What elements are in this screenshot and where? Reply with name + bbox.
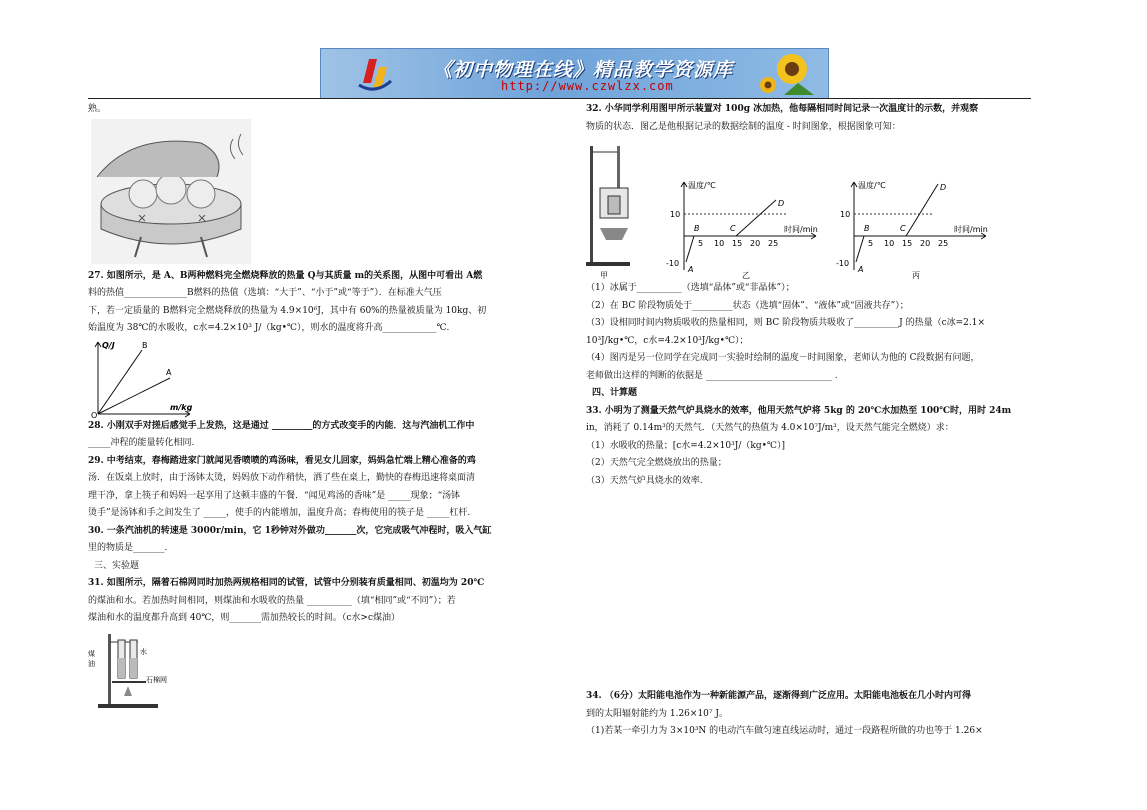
q28-line1: 28. 小刚双手对搓后感觉手上发热，这是通过 _________的方式改变手的内能．这与汽油机工作中 <box>88 420 475 431</box>
svg-text:丙: 丙 <box>912 271 920 280</box>
svg-text:-10: -10 <box>836 259 850 268</box>
graph-xlabel: m/kg <box>170 402 193 412</box>
q34-line2: 到的太阳辐射能约为 1.26×10⁷ J。 <box>586 708 728 719</box>
q31-line2: 的煤油和水。若加热时间相同，则煤油和水吸收的热量 __________（填“相同”或“不同”）；若 <box>88 595 456 606</box>
svg-text:20: 20 <box>750 239 761 248</box>
q27-line4: 始温度为 38℃的水吸收，c水=4.2×10³ J/（kg•℃），则水的温度将升高____________℃. <box>88 323 450 333</box>
q29-line1: 29. 中考结束，春梅踏进家门就闻见香喷喷的鸡汤味，看见女儿回家，妈妈急忙端上精心准备的鸡 <box>88 455 476 466</box>
svg-text:C: C <box>730 224 736 233</box>
q27-line1: 27. 如图所示，是 A、B两种燃料完全燃烧释放的热量 Q与其质量 m的关系图，从图中可看出 A燃 <box>88 270 483 281</box>
graph-origin: O <box>91 410 98 418</box>
logo-icon <box>355 55 395 93</box>
label-jia: 甲 <box>600 271 608 280</box>
q33-sub2: （2）天然气完全燃烧放出的热量； <box>586 458 727 468</box>
intro-text: 熟。 <box>88 104 107 114</box>
svg-text:15: 15 <box>902 239 913 248</box>
q32-sub4a: （4）图丙是另一位同学在完成同一实验时绘制的温度－时间图象，老师认为他的 C段数据有问题， <box>586 353 980 363</box>
q31-line1: 31. 如图所示，隔着石棉网同时加热两规格相同的试管，试管中分别装有质量相同、初温均为 20℃ <box>88 578 485 588</box>
q32-sub2: （2）在 BC 阶段物质处于_________状态（选填“固体”、“液体”或“固液共存”）； <box>586 300 909 311</box>
figure-bing <box>836 180 988 280</box>
header-banner <box>320 48 829 99</box>
svg-text:15: 15 <box>732 239 743 248</box>
label-b: B <box>142 340 148 350</box>
q34-block <box>586 688 1038 741</box>
svg-text:时间/min: 时间/min <box>954 225 988 234</box>
q32-figures <box>586 140 1006 280</box>
left-column <box>88 101 566 712</box>
banner-url: http://www.czwlzx.com <box>501 79 674 93</box>
q32-sub4b: 老师做出这样的判断的依据是 ____________________________ . <box>586 370 838 381</box>
q33-line1: 33. 小明为了测量天然气炉具烧水的效率，他用天然气炉将 5kg 的 20℃水加热至 100℃时，用时 24m <box>586 405 1012 416</box>
svg-text:20: 20 <box>920 239 931 248</box>
q33-sub3: （3）天然气炉具烧水的效率. <box>586 475 703 486</box>
svg-text:5: 5 <box>698 239 704 248</box>
line-b <box>98 350 142 414</box>
figure-yi <box>666 180 818 280</box>
q32-sub3b: 10³J/kg•℃，c水=4.2×10³J/kg•℃）； <box>586 335 749 346</box>
section-3-heading: 三、实验题 <box>94 560 140 571</box>
svg-text:时间/min: 时间/min <box>784 225 818 234</box>
q27-line3: 下，若一定质量的 B燃料完全燃烧释放的热量为 4.9×10⁶J，其中有 60%的热量被质量为 10kg、初 <box>88 305 487 316</box>
svg-text:D: D <box>940 183 947 192</box>
svg-text:温度/℃: 温度/℃ <box>858 181 886 190</box>
q32-line2: 物质的状态．图乙是他根据记录的数据绘制的温度 - 时间图象，根据图象可知： <box>586 121 901 132</box>
svg-text:10: 10 <box>840 210 851 219</box>
label-a: A <box>166 367 172 377</box>
section-4-heading: 四、计算题 <box>592 388 638 398</box>
svg-text:10: 10 <box>714 239 725 248</box>
svg-text:10: 10 <box>884 239 895 248</box>
q34-line1: 34. （6分）太阳能电池作为一种新能源产品，逐渐得到广泛应用。太阳能电池板在几小时内可得 <box>586 691 972 701</box>
fig-label-water: 水 <box>140 647 147 656</box>
svg-text:-10: -10 <box>666 259 680 268</box>
svg-text:25: 25 <box>768 239 779 248</box>
q30-line2: 里的物质是_______. <box>88 543 168 553</box>
svg-text:乙: 乙 <box>742 271 750 280</box>
sunflower-icon <box>754 51 824 96</box>
q34-line3: （1)若某一牵引力为 3×10³N 的电动汽车做匀速直线运动时，通过一段路程所做的功也等于 1.26× <box>586 726 983 736</box>
header-rule <box>88 98 1031 99</box>
q31-line3: 煤油和水的温度都升高到 40℃，则_______需加热较长的时间。（c水>c煤油） <box>88 613 401 623</box>
q30-line1: 30. 一条汽油机的转速是 3000r/min，它 1秒钟对外做功_______次，它完成吸气冲程时，吸入气缸 <box>88 525 492 536</box>
banner-title: 《初中物理在线》精品教学资源库 <box>433 59 734 81</box>
figure-jia <box>586 146 630 280</box>
svg-text:10: 10 <box>670 210 681 219</box>
q29-line3: 理干净，拿上筷子和妈妈一起享用了这顿丰盛的午餐．“闻见鸡汤的香味”是 _____现象；“汤钵 <box>88 490 461 501</box>
q31-apparatus <box>88 632 178 712</box>
q28-line2: _____冲程的能量转化相同. <box>88 438 195 448</box>
q27-line2: 料的热值______________B燃料的热值（选填：“大于”、“小于”或“等于”）．在标准大气压 <box>88 288 442 298</box>
q32-sub3a: （3）设相同时间内物质吸收的热量相同，则 BC 阶段物质共吸收了__________J 的热量（c冰=2.1× <box>586 318 986 328</box>
q33-line2: in，消耗了 0.14m³的天然气．（天然气的热值为 4.0×10⁷J/m³，设天然气能完全燃烧）求： <box>586 423 954 433</box>
svg-text:温度/℃: 温度/℃ <box>688 181 716 190</box>
q29-line2: 汤．在饭桌上放时，由于汤钵太烫，妈妈放下动作稍快，洒了些在桌上，勤快的春梅迅速将桌面清 <box>88 473 476 483</box>
right-column <box>586 101 1038 490</box>
svg-text:B: B <box>694 224 700 233</box>
fig-label-oil-1: 煤 <box>88 649 95 658</box>
svg-text:5: 5 <box>868 239 874 248</box>
svg-text:B: B <box>864 224 870 233</box>
line-a <box>98 378 170 414</box>
q33-sub1: （1）水吸收的热量；[c水=4.2×10³J/（kg•℃）] <box>586 440 785 451</box>
steamer-basket-illustration <box>91 119 251 264</box>
graph-ylabel: Q/J <box>102 340 115 350</box>
svg-text:D: D <box>778 199 785 208</box>
q27-graph <box>90 338 200 418</box>
fig-label-net: 石棉网 <box>146 675 167 684</box>
svg-text:C: C <box>900 224 906 233</box>
svg-text:A: A <box>858 265 864 274</box>
q32-sub1: （1）冰属于__________（选填“晶体”或“非晶体”）； <box>586 283 795 293</box>
fig-label-oil-2: 油 <box>88 659 95 668</box>
svg-text:A: A <box>688 265 694 274</box>
q32-line1: 32. 小华同学利用图甲所示装置对 100g 冰加热，他每隔相同时间记录一次温度计的示数，并观察 <box>586 104 979 114</box>
svg-text:25: 25 <box>938 239 949 248</box>
q29-line4: 烫手”是汤钵和手之间发生了 _____，使手的内能增加，温度升高；春梅使用的筷子是 _____杠杆. <box>88 508 471 518</box>
